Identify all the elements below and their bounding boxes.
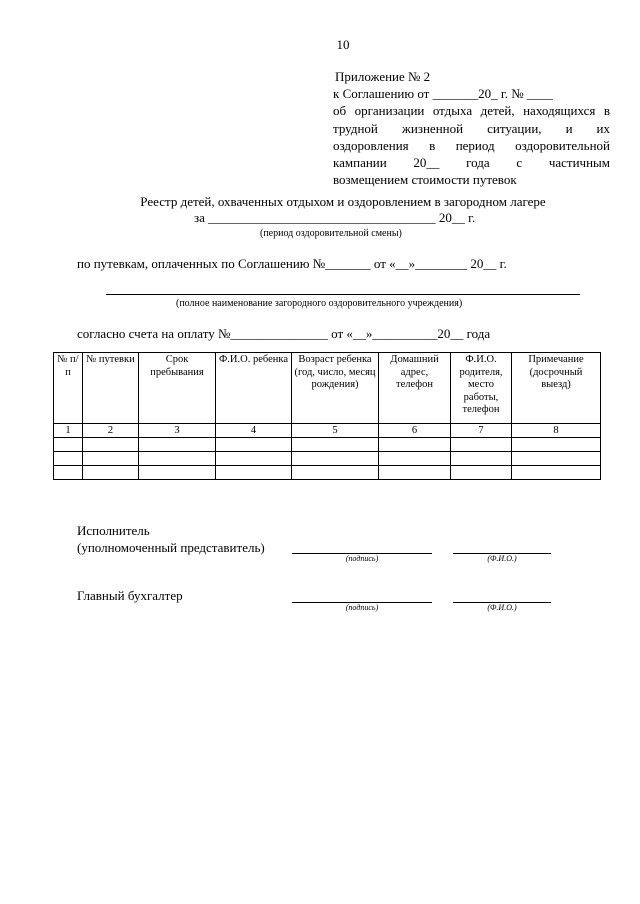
- table-cell: [216, 452, 292, 466]
- appendix-ref: к Соглашению от _______20_ г. № ____: [333, 86, 553, 102]
- table-cell: [379, 438, 451, 452]
- appendix-block: [333, 68, 610, 188]
- signature-hint: (подпись): [345, 554, 379, 563]
- table-header-cell: № п/п: [54, 353, 83, 424]
- appendix-line: трудной жизненной ситуации, и их: [333, 120, 610, 136]
- voucher-line: по путевкам, оплаченных по Соглашению №_______ от «__»________ 20__ г.: [77, 256, 507, 271]
- table-cell: 5: [292, 424, 379, 438]
- table-cell: [451, 438, 512, 452]
- period-hint: (период оздоровительной смены): [260, 228, 402, 239]
- table-cell: [54, 466, 83, 480]
- table-cell: [54, 438, 83, 452]
- table-header-cell: Ф.И.О. ребенка: [216, 353, 292, 424]
- executor-role: (уполномоченный представитель): [77, 540, 265, 555]
- period-line: за ___________________________________ 20__ г.: [194, 210, 476, 225]
- appendix-title: Приложение № 2: [335, 69, 431, 84]
- table-cell: [216, 438, 292, 452]
- table-header-row: [54, 353, 601, 424]
- appendix-line: возмещением стоимости путевок: [333, 172, 517, 188]
- table-header-cell: Примечание (досрочный выезд): [512, 353, 601, 424]
- table-cell: [54, 452, 83, 466]
- table-row: [54, 438, 601, 452]
- executor-label: Исполнитель: [77, 523, 150, 538]
- institution-hint: (полное наименование загородного оздоровительного учреждения): [176, 298, 463, 309]
- table-header-cell: Домашний адрес, телефон: [379, 353, 451, 424]
- table-cell: [83, 466, 139, 480]
- table-row: [54, 466, 601, 480]
- table-cell: [83, 438, 139, 452]
- table-cell: 2: [83, 424, 139, 438]
- table-number-row: [54, 424, 601, 438]
- table-cell: [379, 452, 451, 466]
- table-row: [54, 452, 601, 466]
- table-cell: 1: [54, 424, 83, 438]
- appendix-line: об организации отдыха детей, находящихся в: [333, 103, 610, 119]
- table-cell: [292, 466, 379, 480]
- table-cell: [512, 452, 601, 466]
- chief-accountant-label: Главный бухгалтер: [77, 588, 183, 603]
- registry-table: [53, 352, 601, 480]
- table-cell: [83, 452, 139, 466]
- table-cell: [216, 466, 292, 480]
- table-cell: [139, 466, 216, 480]
- table-cell: 4: [216, 424, 292, 438]
- table-cell: 6: [379, 424, 451, 438]
- table-cell: [292, 452, 379, 466]
- table-cell: 3: [139, 424, 216, 438]
- table-cell: [451, 452, 512, 466]
- table-cell: [292, 438, 379, 452]
- table-cell: [512, 466, 601, 480]
- table-cell: [512, 438, 601, 452]
- table-cell: [139, 438, 216, 452]
- name-hint: (Ф.И.О.): [487, 554, 517, 563]
- table-header-cell: № путевки: [83, 353, 139, 424]
- table-cell: [451, 466, 512, 480]
- table-cell: 8: [512, 424, 601, 438]
- table-header-cell: Ф.И.О. родителя, место работы, телефон: [451, 353, 512, 424]
- page-number: 10: [336, 37, 350, 52]
- table-cell: [139, 452, 216, 466]
- table-cell: [379, 466, 451, 480]
- institution-underline: [106, 294, 580, 295]
- invoice-line: согласно счета на оплату №_______________ от «__»__________20__ года: [77, 326, 491, 341]
- table-header-cell: Срок пребывания: [139, 353, 216, 424]
- table-cell: 7: [451, 424, 512, 438]
- signature-hint: (подпись): [345, 603, 379, 612]
- name-hint: (Ф.И.О.): [487, 603, 517, 612]
- registry-title: Реестр детей, охваченных отдыхом и оздоровлением в загородном лагере: [140, 194, 546, 209]
- table-header-cell: Возраст ребенка (год, число, месяц рождения): [292, 353, 379, 424]
- appendix-line: кампании 20__ года с частичным: [333, 154, 610, 170]
- appendix-line: оздоровления в период оздоровительной: [333, 137, 610, 153]
